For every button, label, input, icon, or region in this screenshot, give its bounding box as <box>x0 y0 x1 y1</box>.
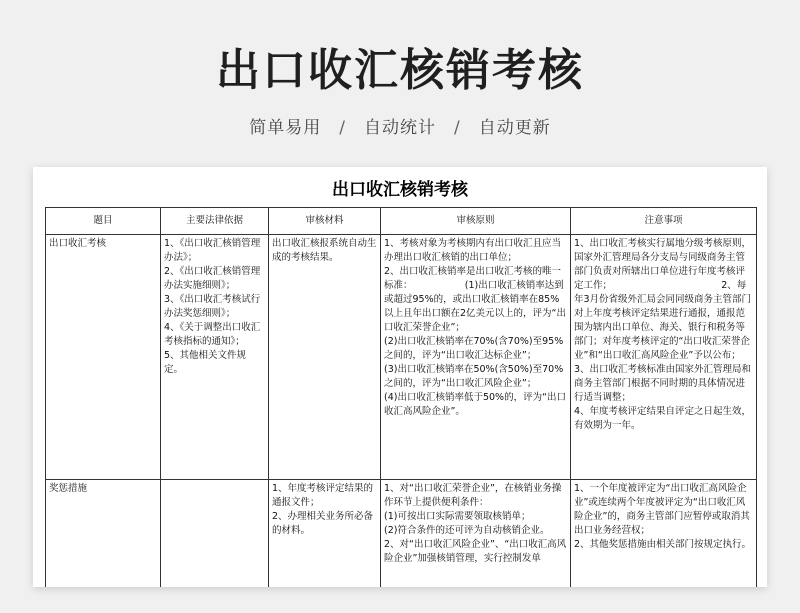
cell-line: 4、年度考核评定结果自评定之日起生效，有效期为一年。 <box>574 406 752 431</box>
tag-auto-stat: 自动统计 <box>364 118 436 138</box>
cell-principles <box>381 235 571 480</box>
cell-line: 出口收汇核报系统自动生成的考核结果。 <box>272 238 377 263</box>
col-header-principles: 审核原则 <box>381 208 571 235</box>
col-header-law: 主要法律依据 <box>161 208 269 235</box>
col-header-topic: 题目 <box>46 208 161 235</box>
cell-line: 3、《出口收汇考核试行办法奖惩细则》； <box>164 294 261 319</box>
separator: / <box>339 118 346 138</box>
cell-line: 2、其他奖惩措施由相关部门按规定执行。 <box>574 539 752 550</box>
cell-notes <box>571 235 757 480</box>
table-row <box>46 480 757 588</box>
cell-line: (2)符合条件的还可评为自动核销企业。 <box>384 525 550 536</box>
cell-law <box>161 235 269 480</box>
cell-line: 2、《出口收汇核销管理办法实施细则》； <box>164 266 261 291</box>
cell-line: 4、《关于调整出口收汇考核指标的通知》； <box>164 322 261 347</box>
cell-line: 1、一个年度被评定为“出口收汇高风险企业”或连续两个年度被评定为“出口收汇风险企业”的，商务主管部门应暂停或取消其出口业务经营权； <box>574 483 750 536</box>
table-header-row <box>46 208 757 235</box>
separator: / <box>454 118 461 138</box>
cell-line: (4)出口收汇核销率低于50%的，评为“出口收汇高风险企业”。 <box>384 392 566 417</box>
cell-line: 5、其他相关文件规定。 <box>164 350 247 375</box>
cell-principles <box>381 480 571 588</box>
col-header-notes: 注意事项 <box>571 208 757 235</box>
cell-topic: 奖惩措施 <box>46 480 161 588</box>
cell-line: (1)可按出口实际需要领取核销单； <box>384 511 531 522</box>
cell-materials <box>269 480 381 588</box>
tag-auto-update: 自动更新 <box>478 118 551 138</box>
table-row <box>46 235 757 480</box>
cell-topic: 出口收汇考核 <box>46 235 161 480</box>
cell-law <box>161 480 269 588</box>
cell-line: 1、考核对象为考核期内有出口收汇且应当办理出口收汇核销的出口单位； <box>384 238 562 263</box>
cell-line: 2、出口收汇核销率是出口收汇考核的唯一标准： (1)出口收汇核销率达到或超过95%的，或出口收汇核销率在85%以上且年出口额在2亿美元以上的，评为“出口收汇荣誉企业”； <box>384 266 566 333</box>
cell-line: 2、对“出口收汇风险企业”、“出口收汇高风险企业”加强核销管理，实行控制发单 <box>384 539 567 564</box>
cell-line: (2)出口收汇核销率在70%(含70%)至95%之间的，评为“出口收汇达标企业”； <box>384 336 564 361</box>
cell-line: 3、出口收汇考核标准由国家外汇管理局和商务主管部门根据不同时期的具体情况进行适当调整； <box>574 364 752 403</box>
tag-easy: 简单易用 <box>249 118 322 138</box>
col-header-materials: 审核材料 <box>269 208 381 235</box>
cell-line: 2、办理相关业务所必备的材料。 <box>272 511 374 536</box>
cell-line: (3)出口收汇核销率在50%(含50%)至70%之间的，评为“出口收汇风险企业”； <box>384 364 564 389</box>
banner-tagline <box>0 113 800 138</box>
review-table <box>45 207 757 587</box>
document-sheet <box>33 167 767 587</box>
cell-notes <box>571 480 757 588</box>
cell-materials <box>269 235 381 480</box>
cell-line: 1、对“出口收汇荣誉企业”，在核销业务操作环节上提供便利条件： <box>384 483 562 508</box>
cell-line: 1、《出口收汇核销管理办法》； <box>164 238 261 263</box>
document-title: 出口收汇核销考核 <box>332 180 468 200</box>
cell-line: 1、年度考核评定结果的通报文件； <box>272 483 374 508</box>
banner-title: 出口收汇核销考核 <box>216 45 584 96</box>
cell-line: 1、出口收汇考核实行属地分级考核原则，国家外汇管理局各分支局与同级商务主管部门负责对所辖出口单位进行年度考核评定工作； 2、每年3月份省级外汇局会同同级商务主管部门对上年度考核评定结果进行通报，通报范围为辖内出口单位、海关、银行和税务等部门；对年度考核评定的“出口收汇荣誉企业”和“出口收汇高风险企业”予以公布； <box>574 238 752 361</box>
